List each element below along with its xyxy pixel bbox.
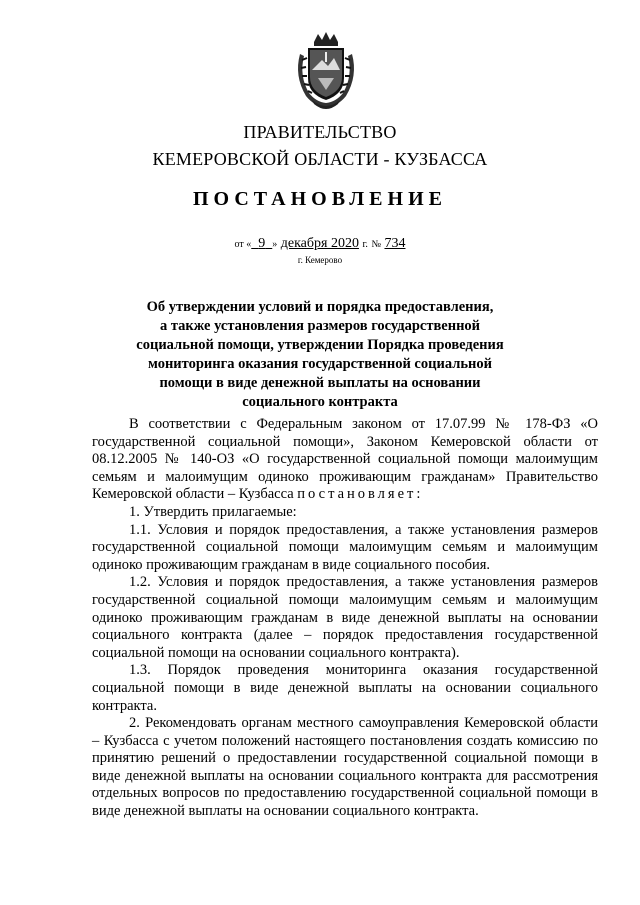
org-name-line2: КЕМЕРОВСКОЙ ОБЛАСТИ - КУЗБАССА [152,149,488,169]
date-day: 9 [258,236,266,251]
intro-paragraph [92,416,598,504]
date-sep: » [272,239,278,250]
title-line: помощи в виде денежной выплаты на основании [159,375,481,391]
document-body [92,416,598,821]
document-number: 734 [384,236,406,251]
title-line: Об утверждении условий и порядка предоставления, [146,299,494,315]
date-year-suffix: г. [362,239,368,250]
paragraph-1-1: 1.1. Условия и порядок предоставления, а также установления размеров государственной социальной помощи малоимущим семьям и малоимущим одиноко проживающим гражданам в виде социального пособия. [92,521,598,573]
title-line: мониторинга оказания государственной социальной [148,356,492,372]
paragraph-1-2: 1.2. Условия и порядок предоставления, а также установления размеров государственной социальной помощи малоимущим семьям и малоимущим одиноко проживающим гражданам в виде денежной выплаты на основании социального контракта (далее – порядок предоставления государственной социальной помощи на основании социального контракта). [92,574,598,661]
date-line [0,236,640,252]
decree-word: постановляет: [297,486,424,503]
date-month-year: декабря 2020 [280,236,359,251]
paragraph-1-3: 1.3. Порядок проведения мониторинга оказания государственной социальной помощи в виде денежной выплаты на основании социального контракта. [92,662,598,714]
date-prefix: от « [234,239,252,250]
number-sign: № [371,239,381,250]
intro-text: В соответствии с Федеральным законом от 17.07.99 № 178-ФЗ «О государственной социальной помощи», Законом Кемеровской области от 08.12.2005 № 140-ОЗ «О государственной социальной помощи малоимущим семьям и малоимущим одиноко проживающим гражданам» Правительство Кемеровской области – Кузбасса [92,416,598,503]
document-type: ПОСТАНОВЛЕНИЕ [193,188,447,210]
paragraph-1: 1. Утвердить прилагаемые: [129,503,297,520]
city-label: г. Кемерово [297,255,343,265]
org-name-line1: ПРАВИТЕЛЬСТВО [243,122,397,142]
paragraph-2: 2. Рекомендовать органам местного самоуправления Кемеровской области – Кузбасса с учетом положений настоящего постановления создать комиссию по принятию решений о предоставлении государственной социальной помощи в виде денежной выплаты на основании социального контракта для рассмотрения отдельных вопросов по предоставлению государственной социальной помощи в виде денежной выплаты на основании социального контракта. [92,715,598,820]
title-line: социальной помощи, утверждении Порядка проведения [136,337,504,353]
document-title [110,298,530,412]
title-line: а также установления размеров государственной [159,318,481,334]
title-line: социального контракта [242,394,398,410]
coat-of-arms-emblem [292,30,360,112]
